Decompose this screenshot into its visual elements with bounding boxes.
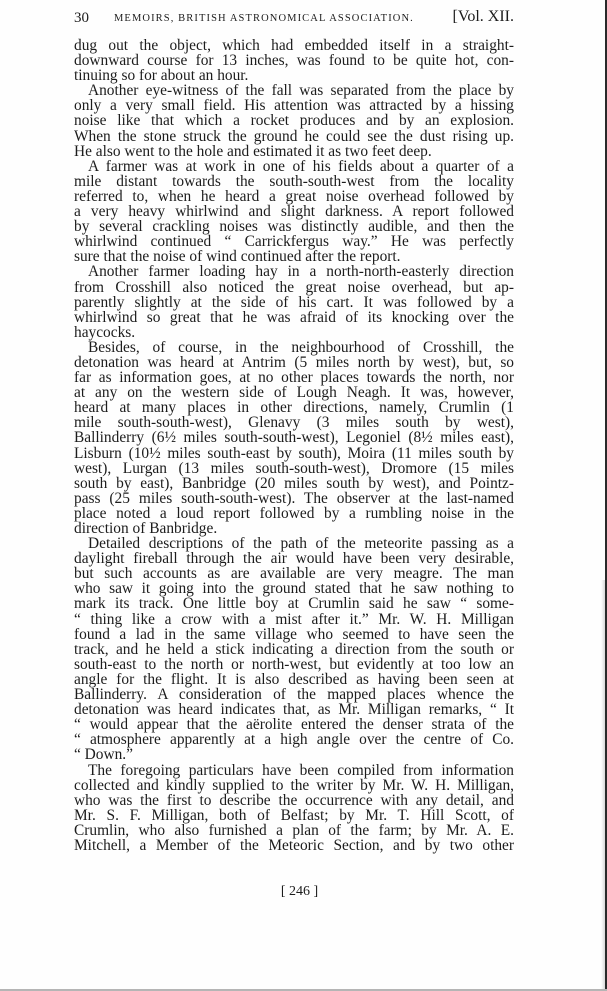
text-line: dug out the object, which had embedded itself in a straight- [74, 37, 514, 54]
text-line: “ atmosphere apparently at a high angle over the centre of Co. [74, 731, 514, 749]
text-line: mark its track. One little boy at Crumlin said he saw “ some- [74, 595, 514, 613]
text-line: found a lad in the same village who seemed to have seen the [74, 625, 514, 643]
body-text [74, 38, 514, 853]
text-line: pass (25 miles south-south-west). The observer at the last-named [74, 489, 514, 507]
running-header [74, 8, 514, 30]
text-line: Ballinderry (6½ miles south-south-west), Legoniel (8½ miles east), [74, 429, 514, 447]
paragraph [74, 536, 514, 762]
text-line: from Crosshill also noticed the great noise overhead, but ap- [74, 278, 514, 296]
text-line: whirlwind so great that he was afraid of its knocking over the [74, 308, 514, 326]
text-line: detonation was heard at Antrim (5 miles north by west), but, so [74, 353, 514, 371]
text-line: daylight fireball through the air would have been very desirable, [74, 550, 514, 568]
text-line: Besides, of course, in the neighbourhood of Crosshill, the [88, 338, 514, 356]
journal-title: MEMOIRS, BRITISH ASTRONOMICAL ASSOCIATION. [114, 13, 414, 24]
text-line: referred to, when he heard a great noise overhead followed by [74, 187, 514, 205]
text-line: whirlwind continued “ Carrickfergus way.” He was perfectly [74, 233, 514, 251]
text-line: mile distant towards the south-south-west from the locality [74, 172, 514, 190]
text-line: “ would appear that the aërolite entered the denser strata of the [74, 716, 514, 734]
text-line: Mitchell, a Member of the Meteoric Section, and by two other [74, 836, 514, 854]
paragraph [74, 340, 514, 536]
text-line: at any on the western side of Lough Neagh. It was, however, [74, 384, 514, 402]
paragraph [74, 38, 514, 83]
text-line: direction of Banbridge. [74, 520, 218, 537]
text-line: who saw it going into the ground stated that he saw nothing to [74, 580, 514, 598]
text-line: but such accounts as are available are very meagre. The man [74, 565, 514, 583]
text-line: angle for the flight. It is also described as having been seen at [74, 670, 514, 688]
page-number: 30 [74, 10, 89, 26]
text-line: collected and kindly supplied to the writer by Mr. W. H. Milligan, [74, 776, 514, 794]
text-line: heard at many places in other directions, namely, Crumlin (1 [74, 399, 514, 417]
page-marker: [ 246 ] [280, 884, 319, 899]
text-line: south-east to the north or north-west, but evidently at too low an [74, 655, 514, 673]
text-line: place noted a loud report followed by a rumbling noise in the [74, 504, 514, 522]
text-line: only a very small field. His attention was attracted by a hissing [74, 97, 514, 115]
page-footer [0, 884, 607, 900]
text-line: track, and he held a stick indicating a direction from the south or [74, 640, 514, 658]
paragraph [74, 159, 514, 265]
text-line: Another farmer loading hay in a north-north-easterly direction [88, 263, 514, 281]
text-line: Lisburn (10½ miles south-east by south), Moira (11 miles south by [74, 444, 514, 462]
paragraph [74, 83, 514, 158]
text-line: sure that the noise of wind continued after the report. [74, 248, 401, 266]
text-line: haycocks. [74, 323, 136, 341]
text-line: far as information goes, at no other places towards the north, nor [74, 369, 514, 387]
text-line: parently slightly at the side of his cart. It was followed by a [74, 293, 514, 311]
text-line: a very heavy whirlwind and slight darkness. A report followed [74, 203, 514, 221]
text-line: A farmer was at work in one of his fields about a quarter of a [88, 157, 514, 175]
volume-label: [Vol. XII. [452, 8, 514, 25]
paragraph [74, 763, 514, 854]
text-line: “ thing like a crow with a mist after it.” Mr. W. H. Milligan [74, 610, 514, 628]
text-line: When the stone struck the ground he could see the dust rising up. [74, 127, 514, 145]
text-line: detonation was heard indicates that, as Mr. Milligan remarks, “ It [74, 701, 514, 719]
text-line: Detailed descriptions of the path of the meteorite passing as a [88, 535, 514, 553]
text-line: west), Lurgan (13 miles south-south-west), Dromore (15 miles [74, 459, 514, 477]
text-line: mile south-south-west), Glenavy (3 miles south by west), [74, 414, 514, 432]
text-line: Mr. S. F. Milligan, both of Belfast; by Mr. T. Hill Scott, of [74, 806, 514, 824]
text-line: noise like that which a rocket produces and by an explosion. [74, 112, 514, 130]
text-line: Ballinderry. A consideration of the mapped places whence the [74, 686, 514, 704]
text-line: who was the first to describe the occurrence with any detail, and [74, 791, 514, 809]
text-line: tinuing so for about an hour. [74, 67, 249, 85]
paragraph [74, 264, 514, 339]
text-line: Another eye-witness of the fall was separated from the place by [88, 82, 514, 100]
text-line: downward course for 13 inches, was found to be quite hot, con- [74, 52, 514, 70]
text-line: “ Down.” [74, 746, 133, 764]
text-line: The foregoing particulars have been compiled from information [88, 761, 514, 779]
text-line: by several crackling noises was distinctly audible, and then the [74, 218, 514, 236]
text-line: Crumlin, who also furnished a plan of the farm; by Mr. A. E. [74, 821, 514, 839]
text-line: He also went to the hole and estimated it as two feet deep. [74, 142, 432, 160]
text-line: south by east), Banbridge (20 miles south by west), and Pointz- [74, 474, 514, 492]
